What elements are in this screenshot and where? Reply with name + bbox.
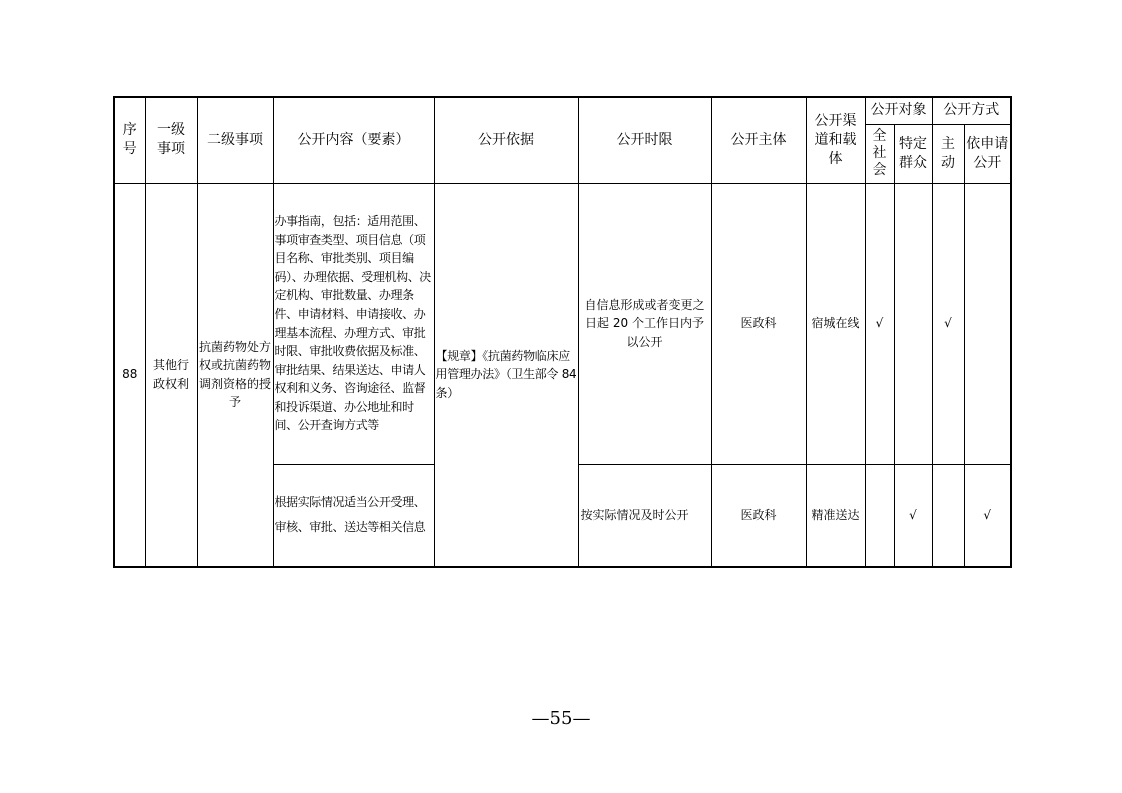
header-level2: 二级事项 (197, 97, 273, 183)
cell-channel-2: 精准送达 (806, 464, 865, 567)
header-content: 公开内容（要素） (273, 97, 434, 183)
cell-target-all-2 (865, 464, 894, 567)
cell-subject-1: 医政科 (711, 183, 806, 464)
cell-level2: 抗菌药物处方权或抗菌药物调剂资格的授予 (197, 183, 273, 567)
cell-time-limit-2: 按实际情况及时公开 (578, 464, 711, 567)
header-basis: 公开依据 (434, 97, 578, 183)
cell-subject-2: 医政科 (711, 464, 806, 567)
cell-level1: 其他行政权利 (145, 183, 197, 567)
header-level1: 一级事项 (145, 97, 197, 183)
page-number: —55— (531, 708, 591, 729)
cell-method-request-1 (964, 183, 1011, 464)
cell-basis: 【规章】《抗菌药物临床应用管理办法》（卫生部令 84 条） (434, 183, 578, 567)
cell-channel-1: 宿城在线 (806, 183, 865, 464)
header-method: 公开方式 (932, 97, 1011, 124)
header-channel: 公开渠道和载体 (806, 97, 865, 183)
disclosure-table (113, 96, 1012, 568)
header-method-active: 主动 (932, 124, 964, 183)
header-seq: 序号 (114, 97, 145, 183)
cell-seq: 88 (114, 183, 145, 567)
cell-method-active-1: √ (932, 183, 964, 464)
header-target-specific: 特定群众 (894, 124, 932, 183)
header-time-limit: 公开时限 (578, 97, 711, 183)
cell-target-specific-1 (894, 183, 932, 464)
header-subject: 公开主体 (711, 97, 806, 183)
header-target: 公开对象 (865, 97, 932, 124)
cell-time-limit-1: 自信息形成或者变更之日起 20 个工作日内予以公开 (578, 183, 711, 464)
cell-method-request-2: √ (964, 464, 1011, 567)
cell-method-active-2 (932, 464, 964, 567)
cell-target-specific-2: √ (894, 464, 932, 567)
cell-target-all-1: √ (865, 183, 894, 464)
cell-content-1: 办事指南，包括：适用范围、事项审查类型、项目信息（项目名称、审批类别、项目编码）、办理依据、受理机构、决定机构、审批数量、办理条件、申请材料、申请接收、办理基本流程、办理方式、审批时限、审批收费依据及标准、审批结果、结果送达、申请人权利和义务、咨询途径、监督和投诉渠道、办公地址和时间、公开查询方式等 (273, 183, 434, 464)
header-method-request: 依申请公开 (964, 124, 1011, 183)
header-target-all: 全社会 (865, 124, 894, 183)
cell-content-2: 根据实际情况适当公开受理、审核、审批、送达等相关信息 (273, 464, 434, 567)
